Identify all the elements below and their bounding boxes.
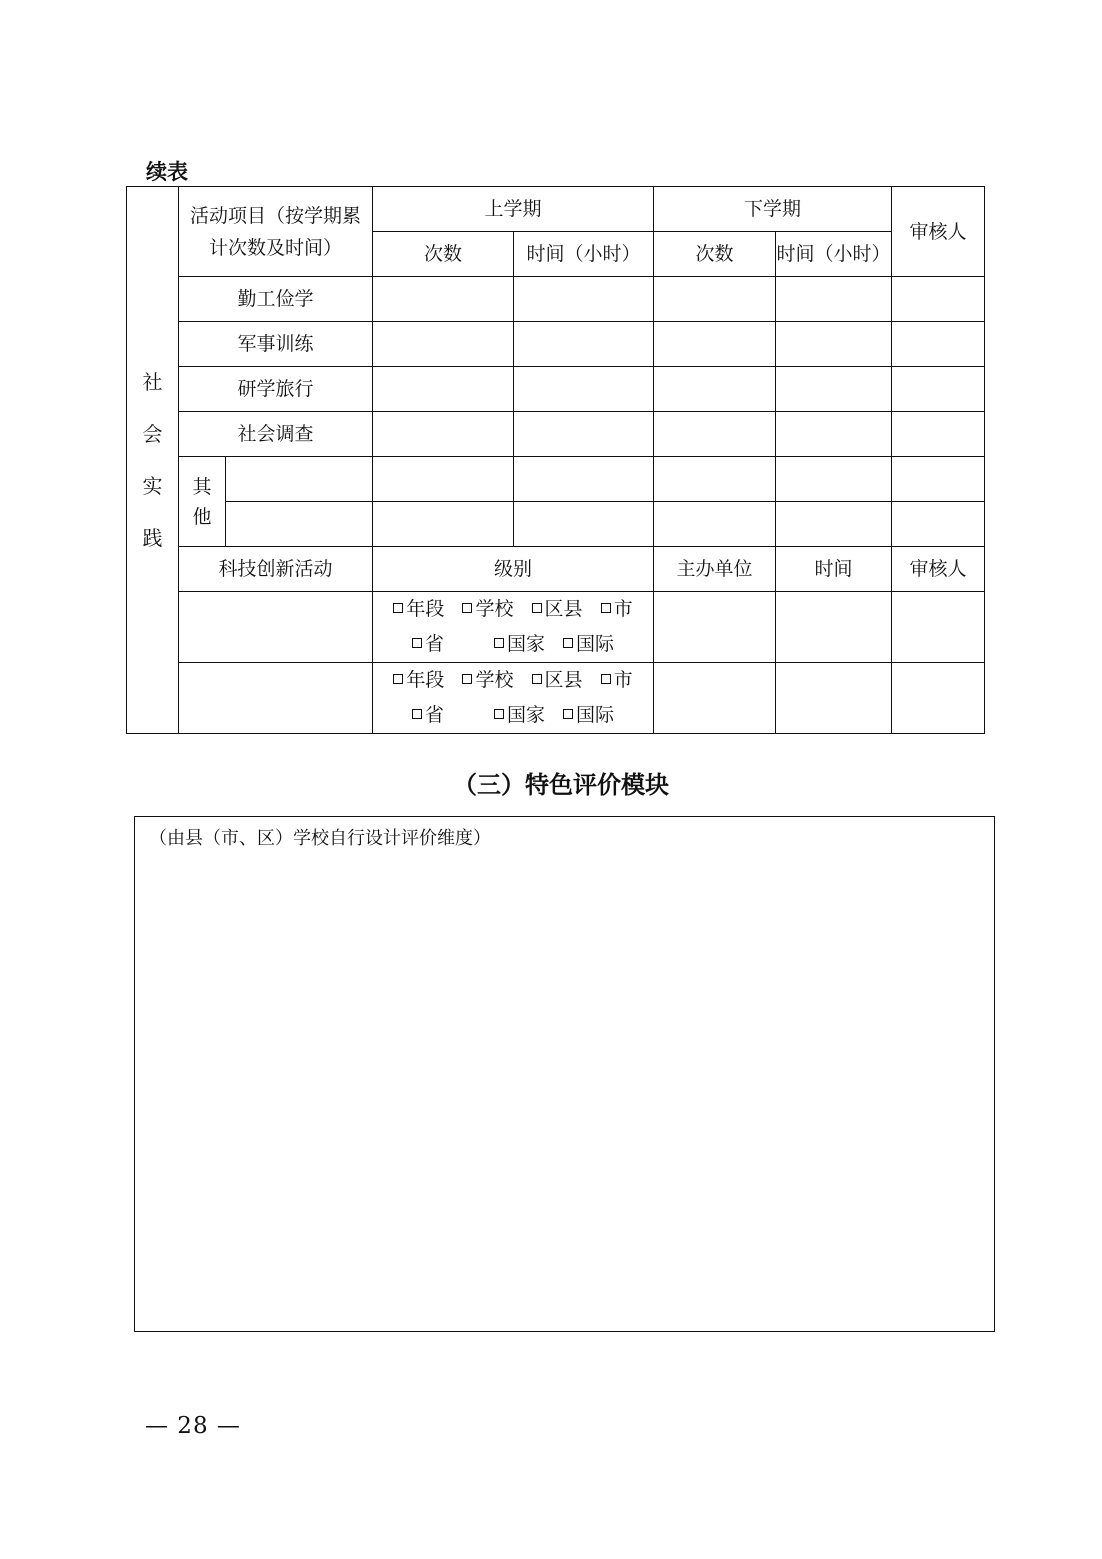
other-vertical-label [179,472,225,532]
activity-name: 军事训练 [179,322,373,367]
organizer-header: 主办单位 [654,547,776,592]
other-row [127,502,985,547]
level-option[interactable]: 学校 [462,669,513,691]
term2-count-cell[interactable] [654,367,776,412]
other-row [127,457,985,502]
term1-count-cell[interactable] [373,502,514,547]
term2-hours-cell[interactable] [776,457,892,502]
special-evaluation-box[interactable] [134,816,995,1332]
term2-hours-cell[interactable] [776,277,892,322]
table-caption: 续表 [146,160,188,184]
category-vertical-label [127,356,178,564]
checkbox-icon [462,603,472,613]
level-option[interactable]: 年段 [393,598,444,620]
organizer-cell[interactable] [654,663,776,734]
level-option[interactable]: 学校 [462,598,513,620]
page-number: — 28 — [145,1413,241,1439]
term2-count-cell[interactable] [654,457,776,502]
reviewer-header: 审核人 [892,547,985,592]
time-cell[interactable] [776,663,892,734]
innovation-activity-cell[interactable] [179,663,373,734]
term2-hours-header: 时间（小时） [776,232,892,277]
table-row [127,367,985,412]
level-options [373,592,654,663]
checkbox-icon [393,674,403,684]
term2-count-header: 次数 [654,232,776,277]
table-row [127,412,985,457]
innovation-label: 科技创新活动 [179,547,373,592]
time-cell[interactable] [776,592,892,663]
innovation-row [127,592,985,663]
innovation-activity-cell[interactable] [179,592,373,663]
term2-hours-cell[interactable] [776,412,892,457]
level-option[interactable]: 省 [412,704,444,726]
checkbox-icon [494,709,504,719]
level-option[interactable]: 区县 [532,598,583,620]
activity-header: 活动项目（按学期累计次数及时间） [179,187,373,277]
term1-hours-cell[interactable] [514,367,654,412]
level-option[interactable]: 国际 [563,704,614,726]
reviewer-cell[interactable] [892,412,985,457]
time-header: 时间 [776,547,892,592]
design-note: （由县（市、区）学校自行设计评价维度） [149,828,491,849]
term1-hours-cell[interactable] [514,412,654,457]
checkbox-icon [462,674,472,684]
level-option[interactable]: 国家 [494,704,545,726]
level-option[interactable]: 省 [412,633,444,655]
category-char: 实 [142,474,163,498]
term2-hours-cell[interactable] [776,322,892,367]
checkbox-icon [412,638,422,648]
header-row-1 [127,187,985,232]
level-option[interactable]: 市 [601,598,633,620]
reviewer-header: 审核人 [892,187,985,277]
reviewer-cell[interactable] [892,457,985,502]
checkbox-icon [412,709,422,719]
term2-hours-cell[interactable] [776,367,892,412]
term1-count-cell[interactable] [373,367,514,412]
term2-count-cell[interactable] [654,277,776,322]
term2-header: 下学期 [654,187,892,232]
category-cell [127,187,179,734]
term2-count-cell[interactable] [654,412,776,457]
level-option[interactable]: 市 [601,669,633,691]
checkbox-icon [532,674,542,684]
other-char: 他 [192,505,212,528]
level-option[interactable]: 国家 [494,633,545,655]
term1-hours-cell[interactable] [514,277,654,322]
other-activity-cell[interactable] [226,457,373,502]
category-char: 社 [142,370,163,394]
term1-count-cell[interactable] [373,322,514,367]
term1-count-cell[interactable] [373,457,514,502]
other-label-cell [179,457,226,547]
innovation-row [127,663,985,734]
innovation-header-row [127,547,985,592]
term1-count-cell[interactable] [373,277,514,322]
activity-name: 研学旅行 [179,367,373,412]
level-options [373,663,654,734]
checkbox-icon [393,603,403,613]
reviewer-cell[interactable] [892,592,985,663]
category-char: 会 [142,422,163,446]
reviewer-cell[interactable] [892,277,985,322]
term1-header: 上学期 [373,187,654,232]
social-practice-table [126,186,985,734]
level-option[interactable]: 国际 [563,633,614,655]
checkbox-icon [532,603,542,613]
level-header: 级别 [373,547,654,592]
reviewer-cell[interactable] [892,502,985,547]
term1-count-header: 次数 [373,232,514,277]
other-char: 其 [192,475,212,498]
reviewer-cell[interactable] [892,322,985,367]
level-option[interactable]: 区县 [532,669,583,691]
checkbox-icon [563,638,573,648]
checkbox-icon [601,674,611,684]
level-option[interactable]: 年段 [393,669,444,691]
term1-hours-cell[interactable] [514,502,654,547]
organizer-cell[interactable] [654,592,776,663]
reviewer-cell[interactable] [892,663,985,734]
term1-hours-cell[interactable] [514,457,654,502]
term2-count-cell[interactable] [654,502,776,547]
term1-count-cell[interactable] [373,412,514,457]
category-char: 践 [142,526,163,550]
section-title: （三）特色评价模块 [453,771,669,799]
term2-hours-cell[interactable] [776,502,892,547]
checkbox-icon [494,638,504,648]
term2-count-cell[interactable] [654,322,776,367]
table-row [127,322,985,367]
activity-name: 社会调查 [179,412,373,457]
table-row [127,277,985,322]
term1-hours-header: 时间（小时） [514,232,654,277]
reviewer-cell[interactable] [892,367,985,412]
term1-hours-cell[interactable] [514,322,654,367]
checkbox-icon [601,603,611,613]
activity-name: 勤工俭学 [179,277,373,322]
other-activity-cell[interactable] [226,502,373,547]
checkbox-icon [563,709,573,719]
